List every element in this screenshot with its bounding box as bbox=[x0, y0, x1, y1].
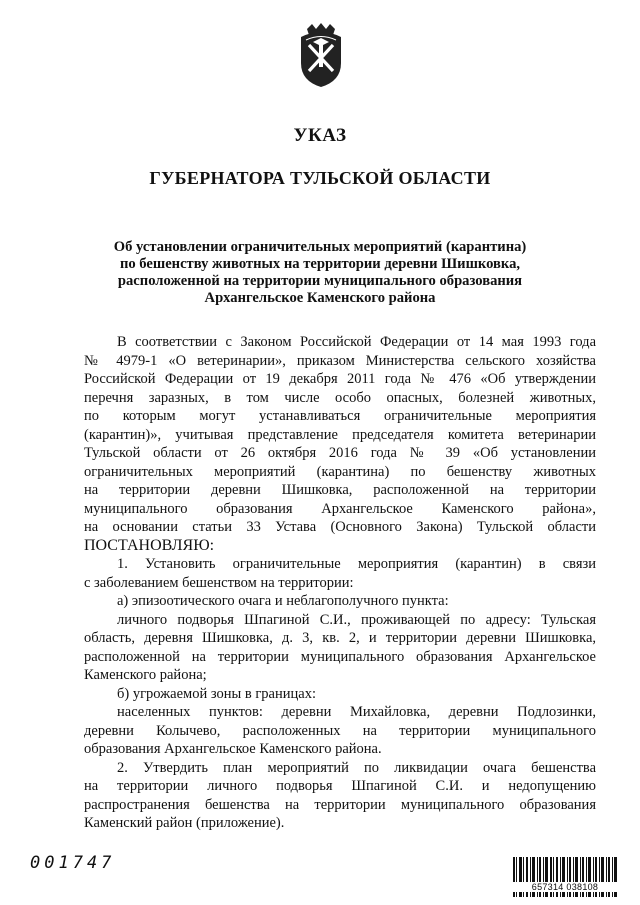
decree-word: ПОСТАНОВЛЯЮ: bbox=[84, 536, 215, 554]
body-line: на основании статьи 33 Устава (Основного Закона) Тульской области bbox=[84, 519, 596, 535]
body-line: на территории личного подворья Шпагиной С.И. и недопущению bbox=[84, 778, 596, 794]
body-line: на территории деревни Шишковка, расположенной на территории bbox=[84, 482, 596, 498]
subject-line: расположенной на территории муниципального образования bbox=[117, 273, 523, 289]
coat-of-arms-icon bbox=[296, 23, 346, 89]
body-line: область, деревня Шишковка, д. 3, кв. 2, и территории деревни Шишковка, bbox=[84, 630, 596, 646]
document-subject bbox=[80, 239, 560, 307]
body-line: по которым могут устанавливаться ограничительные мероприятия bbox=[84, 408, 596, 424]
registration-number: 001747 bbox=[30, 853, 116, 873]
document-body bbox=[84, 333, 596, 833]
body-line: распространения бешенства на территории муниципального образования bbox=[84, 796, 596, 813]
body-line: расположенной на территории муниципального образования Архангельское bbox=[84, 648, 596, 665]
body-line: деревни Колычево, расположенных на территории муниципального bbox=[84, 722, 596, 739]
body-line: муниципального образования Архангельское Каменского района», bbox=[84, 500, 596, 517]
body-line: образования Архангельское Каменского района. bbox=[84, 741, 382, 757]
document-authority: ГУБЕРНАТОРА ТУЛЬСКОЙ ОБЛАСТИ bbox=[149, 168, 491, 188]
body-line: личного подворья Шпагиной С.И., проживающей по адресу: Тульская bbox=[117, 611, 596, 628]
body-line: а) эпизоотического очага и неблагополучного пункта: bbox=[117, 593, 449, 609]
body-line: Тульской области от 26 октября 2016 года № 39 «Об установлении bbox=[84, 445, 596, 461]
body-line: населенных пунктов: деревни Михайловка, деревни Подлозинки, bbox=[117, 704, 596, 720]
body-line: Каменский район (приложение). bbox=[84, 815, 285, 831]
body-line: ограничительных мероприятий (карантина) по бешенству животных bbox=[84, 463, 596, 480]
body-line: № 4979-1 «О ветеринарии», приказом Министерства сельского хозяйства bbox=[84, 352, 596, 369]
subject-line: по бешенству животных на территории деревни Шишковка, bbox=[119, 256, 521, 272]
body-line: (карантин)», учитывая представление председателя комитета ветеринарии bbox=[84, 426, 596, 443]
body-line: б) угрожаемой зоны в границах: bbox=[117, 685, 316, 702]
body-line: Российской Федерации от 19 декабря 2011 года № 476 «Об утверждении bbox=[84, 371, 596, 387]
barcode-number: 657314 038108 bbox=[513, 882, 617, 892]
body-line: перечня заразных, в том числе особо опасных, болезней животных, bbox=[84, 389, 596, 406]
body-line: Каменского района; bbox=[84, 667, 207, 683]
subject-line: Об установлении ограничительных мероприятий (карантина) bbox=[113, 239, 527, 255]
body-line: 1. Установить ограничительные мероприятия (карантин) в связи bbox=[117, 556, 596, 572]
subject-line: Архангельское Каменского района bbox=[204, 290, 436, 306]
body-line: с заболеванием бешенством на территории: bbox=[84, 574, 354, 591]
document-title: УКАЗ bbox=[293, 125, 347, 146]
body-line: 2. Утвердить план мероприятий по ликвидации очага бешенства bbox=[117, 759, 596, 776]
body-line: В соответствии с Законом Российской Федерации от 14 мая 1993 года bbox=[117, 334, 596, 350]
